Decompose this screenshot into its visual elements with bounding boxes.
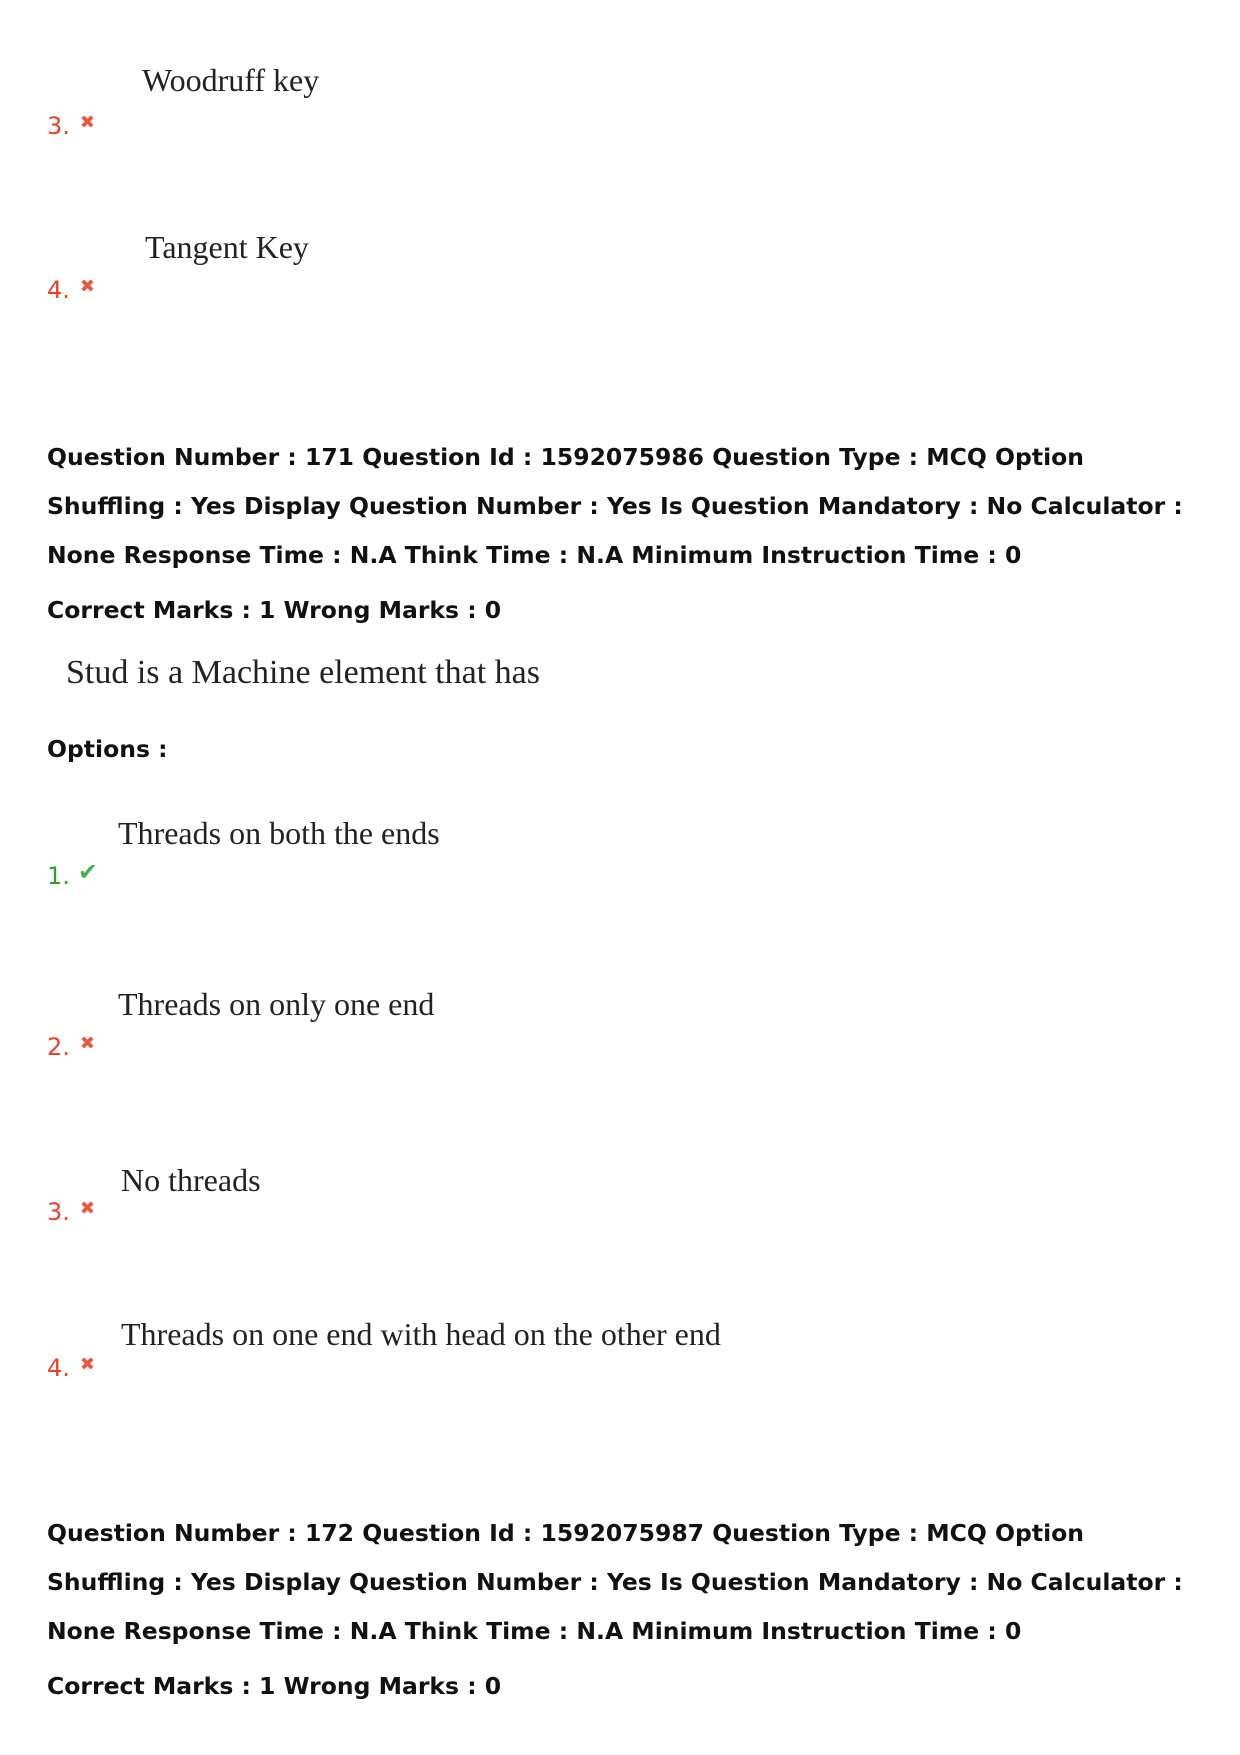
options-label: Options : bbox=[47, 735, 168, 763]
option-image-text: Threads on one end with head on the other end bbox=[121, 1316, 721, 1352]
question-stem: Stud is a Machine element that has bbox=[66, 654, 540, 691]
option-marker bbox=[47, 1198, 95, 1226]
option-marker bbox=[47, 112, 95, 140]
question-meta: Question Number : 171 Question Id : 1592075986 Question Type : MCQ Option Shuffling : Yes Display Question Number : Yes Is Question Mandatory : No Calculator : None Response Time : N.A Think Time : N.A Minimum Instruction Time : 0 bbox=[47, 443, 1183, 569]
option-number: 4. bbox=[47, 1354, 70, 1382]
option-number: 2. bbox=[47, 1033, 70, 1061]
question-marks: Correct Marks : 1 Wrong Marks : 0 bbox=[47, 596, 502, 624]
cross-icon: ✖ bbox=[79, 276, 95, 297]
option-number: 3. bbox=[47, 112, 70, 140]
cross-icon: ✖ bbox=[79, 1198, 95, 1219]
option-number: 3. bbox=[47, 1198, 70, 1226]
option-marker bbox=[47, 1033, 95, 1061]
cross-icon: ✖ bbox=[79, 112, 95, 133]
option-image-text: Threads on both the ends bbox=[118, 815, 440, 851]
cross-icon: ✖ bbox=[79, 1033, 95, 1054]
check-icon: ✔ bbox=[77, 858, 99, 886]
option-marker bbox=[47, 276, 95, 304]
cross-icon: ✖ bbox=[79, 1354, 95, 1375]
option-image-text: No threads bbox=[121, 1162, 261, 1198]
option-number: 1. bbox=[47, 862, 70, 890]
question-marks: Correct Marks : 1 Wrong Marks : 0 bbox=[47, 1672, 502, 1700]
option-image-text: Woodruff key bbox=[142, 62, 320, 98]
option-marker bbox=[47, 1354, 95, 1382]
option-image-text: Tangent Key bbox=[145, 229, 309, 265]
option-number: 4. bbox=[47, 276, 70, 304]
option-marker bbox=[47, 858, 99, 890]
option-image-text: Threads on only one end bbox=[118, 986, 435, 1022]
question-meta: Question Number : 172 Question Id : 1592075987 Question Type : MCQ Option Shuffling : Yes Display Question Number : Yes Is Question Mandatory : No Calculator : None Response Time : N.A Think Time : N.A Minimum Instruction Time : 0 bbox=[47, 1519, 1183, 1645]
